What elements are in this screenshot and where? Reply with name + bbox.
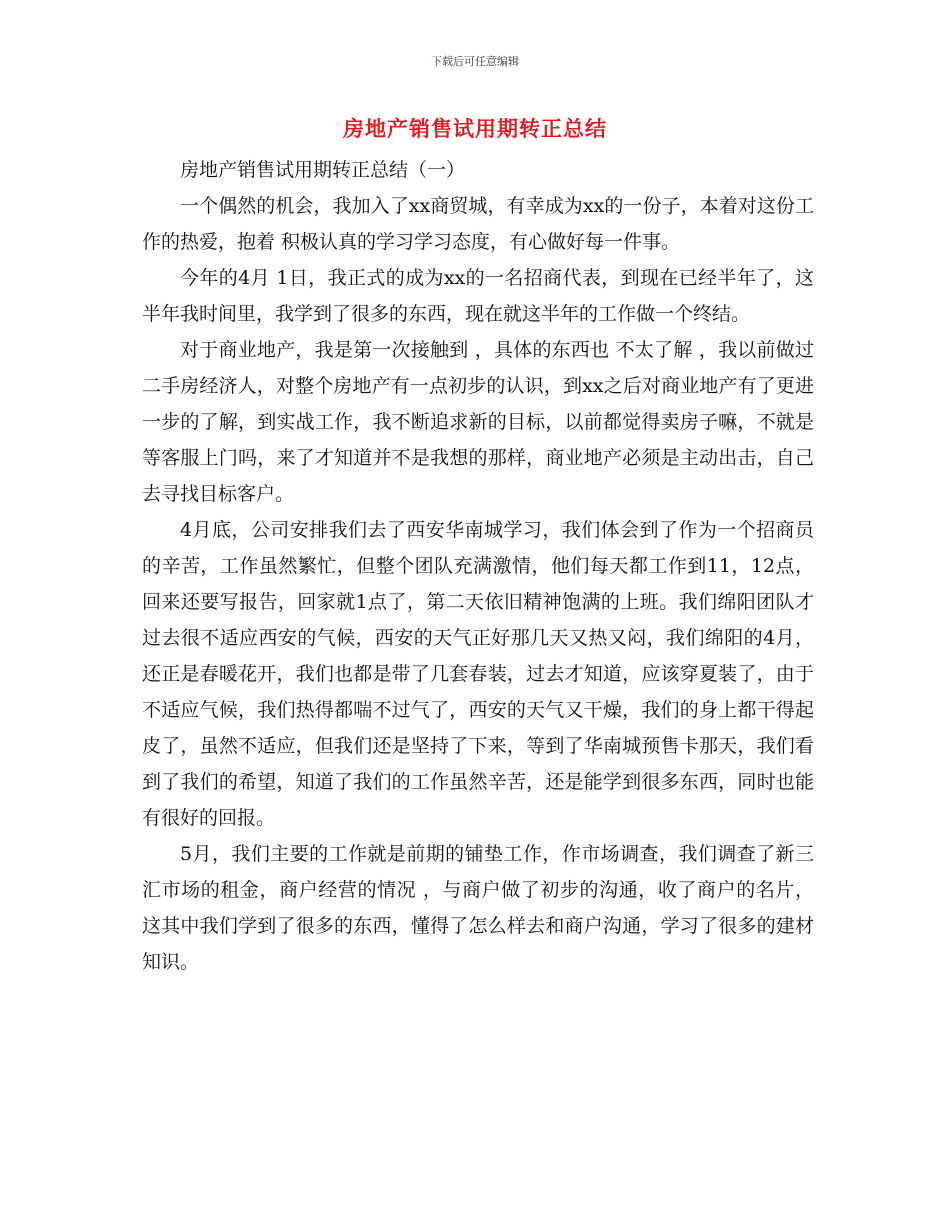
subtitle-paragraph: 房地产销售试用期转正总结（一）: [180, 159, 466, 181]
paragraph-april: 今年的4月 1日，我正式的成为xx的一名招商代表，到现在已经半年了，这半年我时间里，我学到了很多的东西，现在就这半年的工作做一个终结。: [142, 267, 814, 325]
paragraph-may: 5月，我们主要的工作就是前期的铺垫工作，作市场调查，我们调查了新三汇市场的租金，商户经营的情况 ，与商户做了初步的沟通，收了商户的名片， 这其中我们学到了很多的东西，懂得了怎么样去和商户沟通，学习了很多的建材知识。: [142, 843, 814, 973]
document-title: 房地产销售试用期转正总结: [343, 117, 607, 141]
header-note: 下载后可任意编辑: [431, 55, 519, 68]
paragraph-commercial-realestate: 对于商业地产，我是第一次接触到 ，具体的东西也 不太了解 ，我以前做过二手房经济人，对整个房地产有一点初步的认识，到xx之后对商业地产有了更进一步的了解，到实战工作，我不断追求新的目标，以前都觉得卖房子嘛，不就是等客服上门吗，来了才知道并不是我想的那样，商业地产必须是主动出击，自己去寻找目标客户。: [142, 339, 814, 505]
paragraph-xian-study: 4月底，公司安排我们去了西安华南城学习，我们体会到了作为一个招商员的辛苦，工作虽然繁忙，但整个团队充满激情，他们每天都工作到11，12点，回来还要写报告，回家就1点了，第二天依旧精神饱满的上班。我们绵阳团队才过去很不适应西安的气候，西安的天气正好那几天又热又闷，我们绵阳的4月，还正是春暖花开，我们也都是带了几套春装，过去才知道，应该穿夏装了，由于不适应气候，我们热得都喘不过气了，西安的天气又干燥，我们的身上都干得起皮了，虽然不适应，但我们还是坚持了下来，等到了华南城预售卡那天，我们看到了我们的希望，知道了我们的工作虽然辛苦，还是能学到很多东西，同时也能有很好的回报。: [142, 519, 814, 829]
paragraph-intro: 一个偶然的机会，我加入了xx商贸城，有幸成为xx的一份子，本着对这份工作的热爱，抱着 积极认真的学习学习态度，有心做好每一件事。: [142, 195, 814, 253]
document-body: [142, 152, 814, 980]
